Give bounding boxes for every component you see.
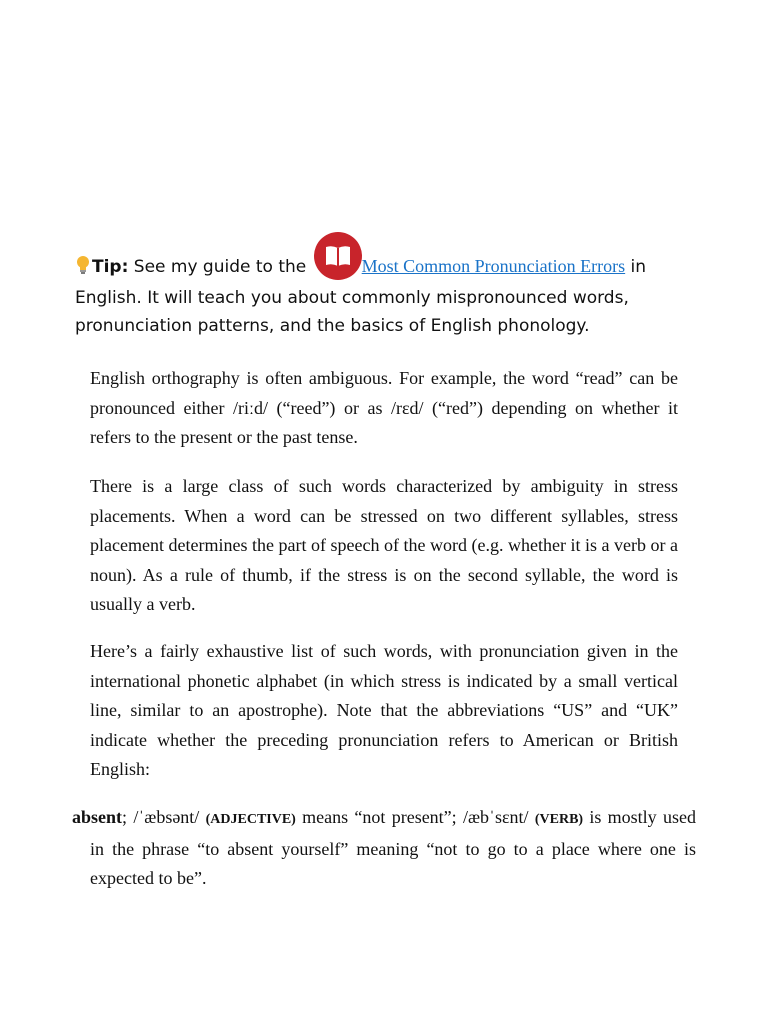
tip-trail-text: in English. It will teach you about commonly mispronounced words, pronunciation patterns, and the basics of English phonology. bbox=[75, 257, 647, 336]
entry-pos-adjective: (ADJECTIVE) bbox=[205, 812, 296, 827]
entry-separator: ; bbox=[122, 807, 134, 827]
lightbulb-icon bbox=[75, 255, 91, 284]
entry-ipa-verb: /æbˈsɛnt/ bbox=[462, 807, 535, 827]
tip-box bbox=[75, 232, 697, 340]
book-icon[interactable] bbox=[314, 232, 362, 280]
entry-pos-verb: (VERB) bbox=[534, 812, 584, 827]
entry-gloss-verb: is mostly used in the phrase “to absent yourself” meaning “not to go to a place where one is expected to be”. bbox=[90, 807, 696, 888]
entry-headword: absent bbox=[72, 807, 123, 827]
entry-gloss-adjective: means “not present”; bbox=[295, 807, 463, 827]
paragraph-orthography: English orthography is often ambiguous. For example, the word “read” can be pronounced either /riːd/ (“reed”) or as /rɛd/ (“red”) depending on whether it refers to the present or the past tense. bbox=[90, 368, 678, 447]
pronunciation-errors-link[interactable]: Most Common Pronunciation Errors bbox=[361, 256, 626, 276]
entry-ipa-adjective: /ˈæbsənt/ bbox=[133, 807, 206, 827]
dictionary-entry-absent bbox=[72, 803, 696, 894]
paragraph-list-intro: Here’s a fairly exhaustive list of such words, with pronunciation given in the international phonetic alphabet (in which stress is indicated by a small vertical line, similar to an apostrophe). Note that the abbreviations “US” and “UK” indicate whether the preceding pronunciation refers to American or British English: bbox=[90, 641, 678, 779]
paragraph-stress: There is a large class of such words characterized by ambiguity in stress placements. When a word can be stressed on two different syllables, stress placement determines the part of speech of the word (e.g. whether it is a verb or a noun). As a rule of thumb, if the stress is on the second syllable, the word is usually a verb. bbox=[90, 476, 678, 614]
tip-lead-text: See my guide to the bbox=[133, 257, 307, 277]
tip-label: Tip: bbox=[92, 257, 129, 277]
